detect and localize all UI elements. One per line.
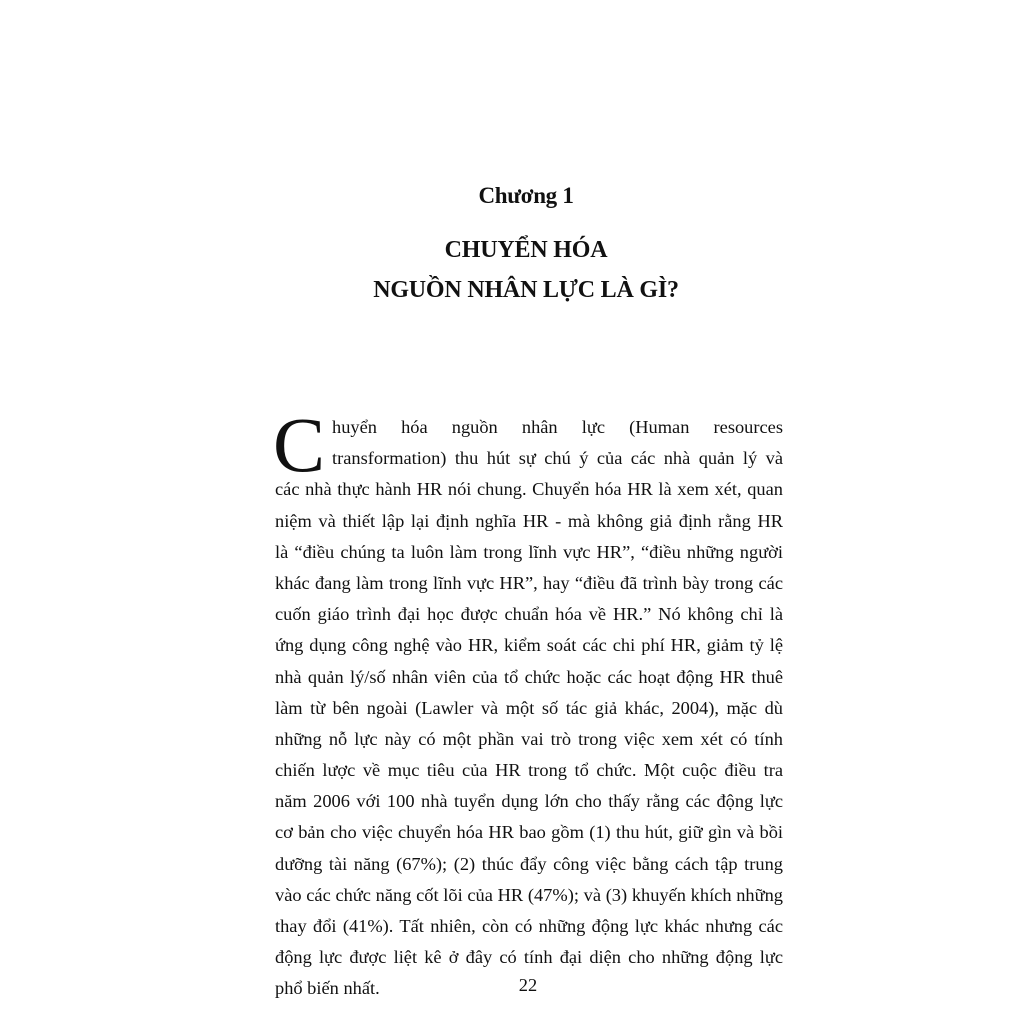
text-line: làm từ bên ngoài (Lawler và một số tác giả khác, 2004), mặc dù [275,697,783,718]
text-line: transformation) thu hút sự chú ý của các nhà quản lý và [332,448,783,469]
text-line: nhà quản lý/số nhân viên của tổ chức hoặc các hoạt động HR thuê [275,666,783,687]
chapter-title [0,230,1024,310]
text-line: dưỡng tài năng (67%); (2) thúc đẩy công việc bằng cách tập trung [275,853,783,874]
drop-cap: C [273,401,326,488]
page-number: 22 [518,975,538,995]
text-line: các nhà thực hành HR nói chung. Chuyển hóa HR là xem xét, quan [275,479,783,500]
text-line: năm 2006 với 100 nhà tuyển dụng lớn cho thấy rằng các động lực [275,791,783,812]
text-line: là “điều chúng ta luôn làm trong lĩnh vực HR”, “điều những người [275,541,783,562]
text-line: khác đang làm trong lĩnh vực HR”, hay “điều đã trình bày trong các [275,572,783,593]
text-line: những nỗ lực này có một phần vai trò trong việc xem xét có tính [275,728,783,749]
body-paragraph [273,401,783,1005]
text-line: chiến lược về mục tiêu của HR trong tổ chức. Một cuộc điều tra [275,760,783,781]
chapter-title-line-2: NGUỒN NHÂN LỰC LÀ GÌ? [373,277,679,303]
text-line: phổ biến nhất. [275,978,380,999]
chapter-title-line-1: CHUYỂN HÓA [444,237,608,263]
text-line: động lực được liệt kê ở đây có tính đại diện cho những động lực [275,947,783,968]
chapter-number: Chương 1 [478,183,574,208]
text-line: ứng dụng công nghệ vào HR, kiểm soát các chi phí HR, giảm tỷ lệ [275,635,783,656]
text-line: huyển hóa nguồn nhân lực (Human resources [332,417,783,437]
text-line: niệm và thiết lập lại định nghĩa HR - mà không giả định rằng HR [275,510,783,531]
text-line: thay đổi (41%). Tất nhiên, còn có những động lực khác nhưng các [275,916,783,936]
text-line: vào các chức năng cốt lõi của HR (47%); và (3) khuyến khích những [275,884,783,905]
text-line: cuốn giáo trình đại học được chuẩn hóa về HR.” Nó không chỉ là [275,604,783,625]
text-line: cơ bản cho việc chuyển hóa HR bao gồm (1) thu hút, giữ gìn và bồi [275,822,783,843]
